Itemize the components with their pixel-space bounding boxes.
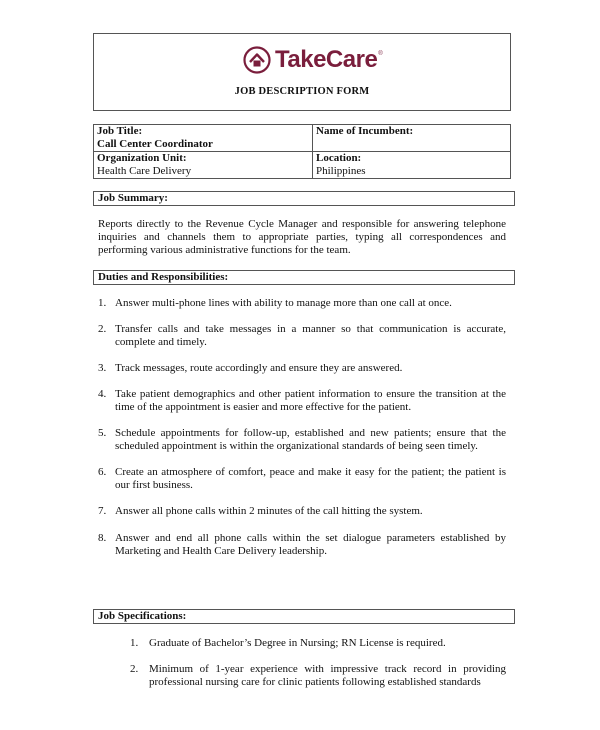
list-text: Transfer calls and take messages in a manner so that communication is accurate, complete and timely. bbox=[115, 323, 506, 348]
list-item bbox=[98, 505, 506, 518]
list-number: 1. bbox=[130, 637, 139, 649]
location-value: Philippines bbox=[316, 165, 366, 177]
company-logo bbox=[242, 46, 383, 74]
logo-text: TakeCare bbox=[275, 46, 378, 73]
location-cell bbox=[313, 152, 511, 179]
list-text: Answer multi-phone lines with ability to manage more than one call at once. bbox=[115, 297, 452, 309]
list-item bbox=[98, 388, 506, 414]
list-item bbox=[98, 532, 506, 558]
list-item bbox=[130, 663, 506, 689]
list-text: Take patient demographics and other patient information to ensure the transition at the time of the appointment is easier and more effective for the patient. bbox=[115, 388, 506, 413]
list-number: 1. bbox=[98, 297, 107, 309]
form-title: JOB DESCRIPTION FORM bbox=[234, 86, 370, 97]
list-number: 2. bbox=[98, 323, 107, 335]
org-unit-value: Health Care Delivery bbox=[97, 165, 192, 177]
job-info-table bbox=[93, 124, 511, 179]
list-number: 3. bbox=[98, 362, 107, 374]
job-title-label: Job Title: bbox=[97, 125, 143, 137]
form-header bbox=[93, 33, 511, 111]
job-title-cell bbox=[94, 125, 313, 152]
list-item bbox=[98, 466, 506, 492]
list-text: Graduate of Bachelor’s Degree in Nursing; RN License is required. bbox=[149, 637, 446, 649]
org-unit-cell bbox=[94, 152, 313, 179]
table-row bbox=[94, 125, 511, 152]
incumbent-cell bbox=[313, 125, 511, 152]
duties-heading: Duties and Responsibilities: bbox=[93, 270, 515, 285]
job-summary-text: Reports directly to the Revenue Cycle Manager and responsible for answering telephone inquiries and channels them to appropriate parties, typing all correspondences and performing various administrative functions for the team. bbox=[98, 218, 506, 256]
job-summary-heading: Job Summary: bbox=[93, 191, 515, 206]
list-number: 8. bbox=[98, 532, 107, 544]
org-unit-label: Organization Unit: bbox=[97, 152, 187, 164]
incumbent-label: Name of Incumbent: bbox=[316, 125, 414, 137]
list-item bbox=[98, 323, 506, 349]
list-item bbox=[98, 297, 506, 310]
list-text: Schedule appointments for follow-up, established and new patients; ensure that the scheduled appointment is within the organizational standards of being seen timely. bbox=[115, 427, 506, 452]
list-text: Answer and end all phone calls within the set dialogue parameters established by Marketing and Health Care Delivery leadership. bbox=[115, 532, 506, 557]
location-label: Location: bbox=[316, 152, 362, 164]
table-row bbox=[94, 152, 511, 179]
list-text: Minimum of 1-year experience with impressive track record in providing professional nursing care for clinic patients following established standards bbox=[149, 663, 506, 688]
job-specifications-heading: Job Specifications: bbox=[93, 609, 515, 624]
job-title-value: Call Center Coordinator bbox=[97, 138, 213, 150]
list-number: 6. bbox=[98, 466, 107, 478]
list-item bbox=[98, 427, 506, 453]
list-number: 7. bbox=[98, 505, 107, 517]
list-number: 5. bbox=[98, 427, 107, 439]
registered-mark: ® bbox=[378, 51, 383, 57]
list-number: 2. bbox=[130, 663, 139, 675]
list-number: 4. bbox=[98, 388, 107, 400]
list-item bbox=[130, 637, 506, 650]
house-logo-icon bbox=[242, 46, 272, 74]
list-text: Create an atmosphere of comfort, peace and make it easy for the patient; the patient is our first business. bbox=[115, 466, 506, 491]
list-item bbox=[98, 362, 506, 375]
list-text: Answer all phone calls within 2 minutes of the call hitting the system. bbox=[115, 505, 423, 517]
list-text: Track messages, route accordingly and ensure they are answered. bbox=[115, 362, 403, 374]
